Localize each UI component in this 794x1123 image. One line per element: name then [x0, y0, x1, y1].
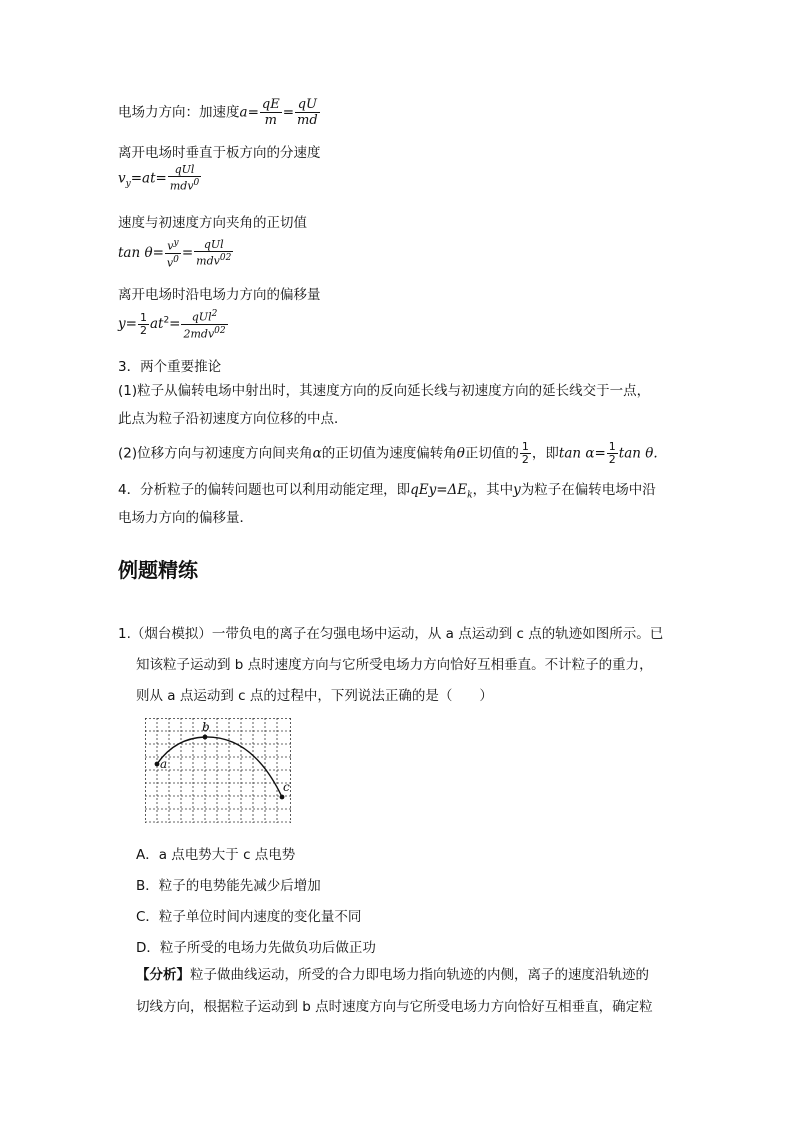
accel-formula: 电场力方向：加速度a= $\frac{qE}{m}$ = $\frac{qU}{md}$: [118, 97, 318, 128]
label-b: b: [202, 720, 210, 734]
fraction: $\frac{qE}{m}$: [261, 97, 280, 128]
fraction: $\frac{1}{2}$: [139, 310, 147, 337]
section4-line2: 电场力方向的偏移量．: [118, 510, 253, 526]
analysis-tag: 【分析】: [136, 967, 190, 983]
tan-label: 速度与初速度方向夹角的正切值: [118, 215, 307, 231]
y-label: 离开电场时沿电场力方向的偏移量: [118, 287, 321, 303]
fraction: $\frac{v^y}{v^0}$: [166, 238, 179, 270]
section4-line1: 4．分析粒子的偏转问题也可以利用动能定理，即$qEy=\Delta E_k$，其中y为粒子在偏转电场中沿: [118, 482, 656, 501]
fraction: $\frac{1}{2}$: [521, 440, 529, 466]
option-b[interactable]: B．粒子的电势能先减少后增加: [136, 878, 321, 894]
fraction: $\frac{1}{2}$: [608, 440, 616, 466]
section-heading: 例题精练: [118, 558, 198, 582]
tan-formula: tan θ= $\frac{v^y}{v^0}$ = $\frac{\text{qUl}}{mdv^{02}}$: [118, 237, 232, 270]
trajectory-curve: [157, 737, 282, 797]
vy-label: 离开电场时垂直于板方向的分速度: [118, 145, 321, 161]
y-formula: y= $\frac{1}{2}$ $at^2=$ $\frac{qUl^2}{2mdv^{02}}$: [118, 309, 226, 341]
fraction: $\frac{qU}{md}$: [297, 97, 318, 128]
analysis-line1: 【分析】粒子做曲线运动，所受的合力即电场力指向轨迹的内侧，离子的速度沿轨迹的: [136, 967, 649, 983]
section3-p1-line2: 此点为粒子沿初速度方向位移的中点．: [118, 411, 348, 427]
point-c: [280, 795, 285, 800]
section3-title: 3．两个重要推论: [118, 359, 222, 375]
question-line1: 1.（烟台模拟）一带负电的离子在匀强电场中运动，从 a 点运动到 c 点的轨迹如图所示。已: [118, 626, 664, 642]
question-line3: 则从 a 点运动到 c 点的过程中，下列说法正确的是（ ）: [136, 688, 493, 704]
fraction: $\frac{\text{qUl}}{mdv^{02}}$: [196, 237, 232, 268]
question-line2: 知该粒子运动到 b 点时速度方向与它所受电场力方向恰好互相垂直。不计粒子的重力，: [136, 657, 653, 673]
fraction: $\frac{\text{qUl}}{mdv^0}$: [169, 163, 200, 193]
option-d[interactable]: D．粒子所受的电场力先做负功后做正功: [136, 940, 376, 956]
point-a: [155, 762, 160, 767]
fraction: $\frac{qUl^2}{2mdv^{02}}$: [183, 309, 226, 341]
point-b: [203, 735, 208, 740]
option-c[interactable]: C．粒子单位时间内速度的变化量不同: [136, 909, 362, 925]
option-a[interactable]: A．a 点电势大于 c 点电势: [136, 847, 296, 863]
trajectory-figure: [145, 718, 293, 826]
section3-p2: (2)位移方向与初速度方向间夹角α的正切值为速度偏转角θ正切值的 $\frac{1}{2}$ ，即tan α= $\frac{1}{2}$ tan θ.: [118, 440, 658, 466]
accel-label: 电场力方向：加速度: [118, 104, 240, 121]
label-c: c: [283, 780, 290, 794]
vy-formula: $v_y=at=$ $\frac{\text{qUl}}{mdv^0}$: [118, 163, 200, 193]
section3-p1-line1: (1)粒子从偏转电场中射出时，其速度方向的反向延长线与初速度方向的延长线交于一点，: [118, 383, 651, 399]
label-a: a: [160, 757, 168, 771]
analysis-line2: 切线方向，根据粒子运动到 b 点时速度方向与它所受电场力方向恰好互相垂直，确定粒: [136, 999, 653, 1015]
